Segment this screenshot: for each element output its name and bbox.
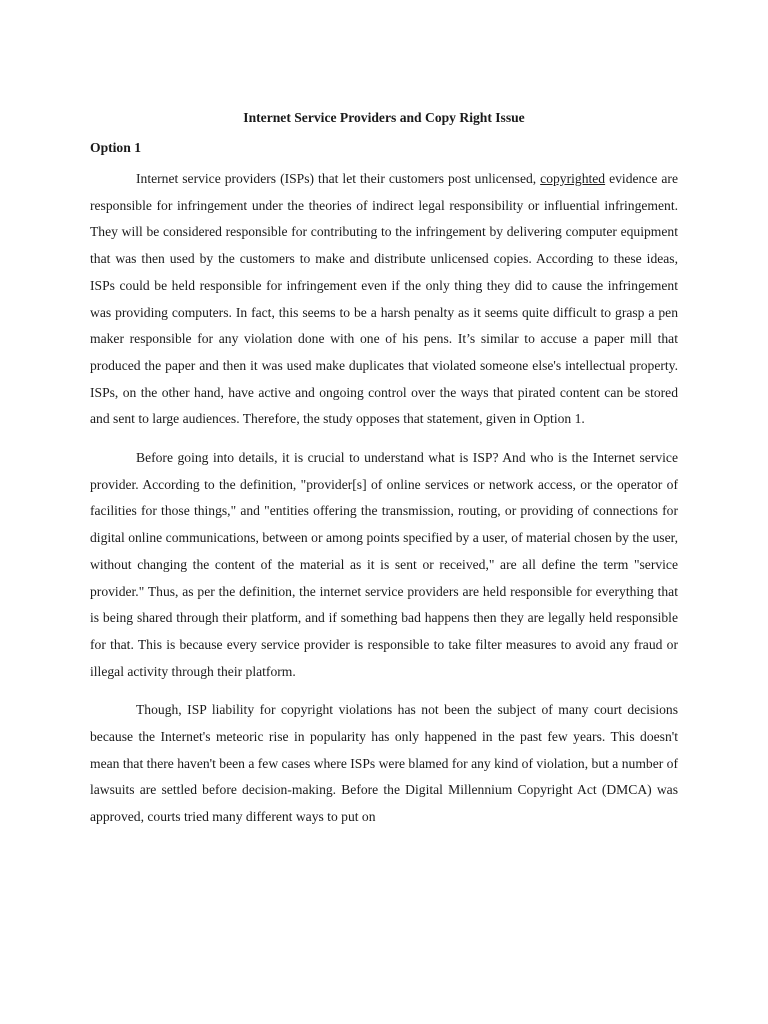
paragraph-1 — [90, 166, 678, 433]
paragraph-1-text-start: Internet service providers (ISPs) that let their customers post unlicensed, — [136, 171, 541, 186]
section-heading: Option 1 — [90, 140, 141, 155]
paragraph-3: Though, ISP liability for copyright violations has not been the subject of many court decisions because the Internet's meteoric rise in popularity has only happened in the past few years. This doesn't mean that there haven't been a few cases where ISPs were blamed for any kind of violation, but a number of lawsuits are settled before decision-making. Before the Digital Millennium Copyright Act (DMCA) was approved, courts tried many different ways to put on — [90, 702, 678, 825]
document-title: Internet Service Providers and Copy Right Issue — [243, 110, 525, 125]
paragraph-2: Before going into details, it is crucial to understand what is ISP? And who is the Internet service provider. According to the definition, "provider[s] of online services or network access, or the operator of facilities for those things," and "entities offering the transmission, routing, or providing of connections for digital online communications, between or among points specified by a user, of material chosen by the user, without changing the content of the material as it is sent or received," are all define the term "service provider." Thus, as per the definition, the internet service providers are held responsible for everything that is being shared through their platform, and if something bad happens then they are legally held responsible for that. This is because every service provider is responsible to take filter measures to avoid any fraud or illegal activity through their platform. — [90, 450, 678, 679]
paragraph-1-text-end: evidence are responsible for infringement under the theories of indirect legal responsibility or influential infringement. They will be considered responsible for contributing to the infringement by delivering computer equipment that was then used by the customers to make and distribute unlicensed copies. According to these ideas, ISPs could be held responsible for infringement even if the only thing they did to cause the infringement was providing computers. In fact, this seems to be a harsh penalty as it seems quite difficult to grasp a pen maker responsible for any violation done with one of his pens. It’s similar to accuse a paper mill that produced the paper and then it was used make duplicates that violated someone else's intellectual property. ISPs, on the other hand, have active and ongoing control over the ways that pirated content can be stored and sent to large audiences. Therefore, the study opposes that statement, given in Option 1. — [90, 171, 678, 427]
underlined-word: copyrighted — [540, 171, 606, 186]
